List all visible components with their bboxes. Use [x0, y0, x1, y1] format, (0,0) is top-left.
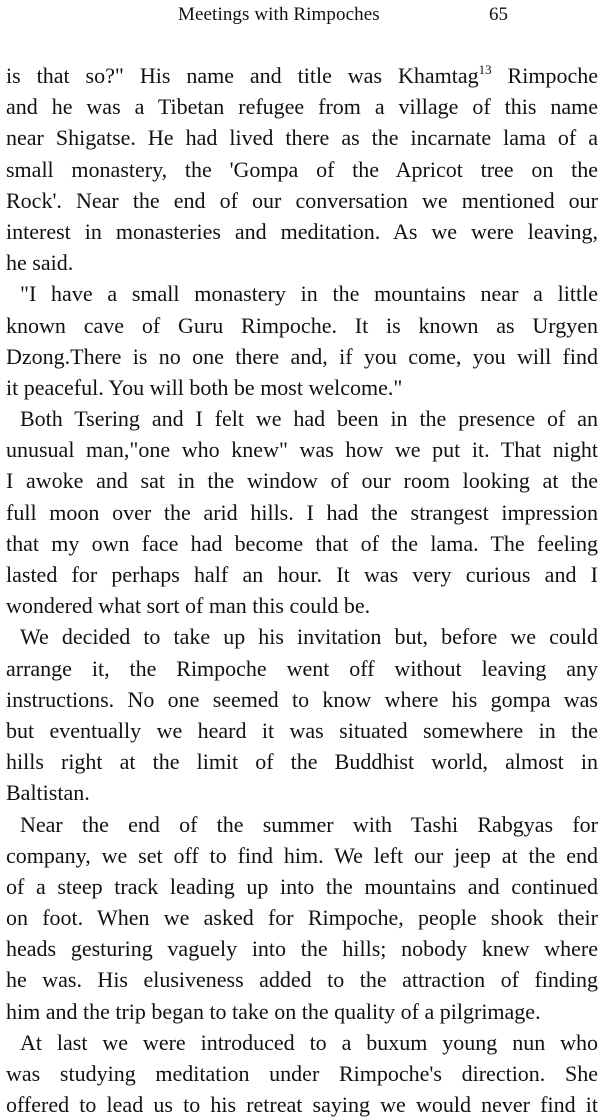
text-line: and he was a Tibetan refugee from a village of this name [6, 94, 598, 120]
text-line: Both Tsering and I felt we had been in the presence of an [20, 406, 598, 432]
text-line: known cave of Guru Rimpoche. It is known as Urgyen [6, 312, 598, 338]
text-line: Rock'. Near the end of our conversation we mentioned our [6, 187, 598, 213]
text-line: company, we set off to find him. We left our jeep at the end [6, 842, 598, 868]
text-line: full moon over the arid hills. I had the strangest impression [6, 499, 598, 525]
text-line: it peaceful. You will both be most welcome." [6, 374, 403, 400]
text-line: him and the trip began to take on the quality of a pilgrimage. [6, 998, 541, 1024]
text-run: Rimpoche [491, 63, 598, 88]
text-line: "I have a small monastery in the mountains near a little [20, 281, 598, 307]
text-line: Dzong.There is no one there and, if you come, you will find [6, 343, 598, 369]
paragraph-2 [6, 278, 598, 403]
text-line: he was. His elusiveness added to the attraction of finding [6, 967, 598, 993]
body-text [6, 60, 598, 1120]
paragraph-3 [6, 403, 598, 621]
paragraph-6 [6, 1027, 598, 1120]
text-line [6, 60, 598, 91]
paragraph-5 [6, 809, 598, 1027]
text-line: wondered what sort of man this could be. [6, 593, 371, 619]
paragraph-1 [6, 60, 598, 278]
text-line: he said. [6, 250, 74, 276]
text-line: heads gesturing vaguely into the hills; nobody knew where [6, 936, 598, 962]
text-line: lasted for perhaps half an hour. It was very curious and I [6, 562, 598, 587]
text-line: instructions. No one seemed to know where his gompa was [6, 686, 598, 712]
text-line: arrange it, the Rimpoche went off without leaving any [6, 655, 598, 681]
text-line: small monastery, the 'Gompa of the Apricot tree on the [6, 156, 598, 182]
text-line: hills right at the limit of the Buddhist world, almost in [6, 749, 598, 775]
page-number: 65 [489, 4, 508, 25]
text-line: I awoke and sat in the window of our room looking at the [6, 468, 598, 494]
text-run: is that so?" His name and title was Khamtag [6, 63, 479, 88]
text-line: offered to lead us to his retreat saying we would never find it [6, 1092, 598, 1118]
text-line: but eventually we heard it was situated somewhere in the [6, 717, 598, 743]
paragraph-4 [6, 621, 598, 808]
text-line: that my own face had become that of the lama. The feeling [6, 530, 598, 556]
text-line: near Shigatse. He had lived there as the incarnate lama of a [6, 125, 598, 151]
text-line: of a steep track leading up into the mountains and continued [6, 873, 598, 899]
text-line: Baltistan. [6, 780, 90, 806]
running-header [0, 4, 600, 30]
text-line: At last we were introduced to a buxum young nun who [20, 1029, 598, 1055]
text-line: Near the end of the summer with Tashi Rabgyas for [20, 811, 598, 837]
text-line: interest in monasteries and meditation. As we were leaving, [6, 218, 598, 244]
text-line: on foot. When we asked for Rimpoche, people shook their [6, 905, 598, 931]
header-title: Meetings with Rimpoches [178, 4, 380, 25]
text-line: unusual man,"one who knew" was how we put it. That night [6, 437, 598, 463]
text-line: We decided to take up his invitation but, before we could [20, 624, 598, 650]
text-line: was studying meditation under Rimpoche's direction. She [6, 1061, 598, 1086]
footnote-reference: 13 [478, 62, 492, 77]
